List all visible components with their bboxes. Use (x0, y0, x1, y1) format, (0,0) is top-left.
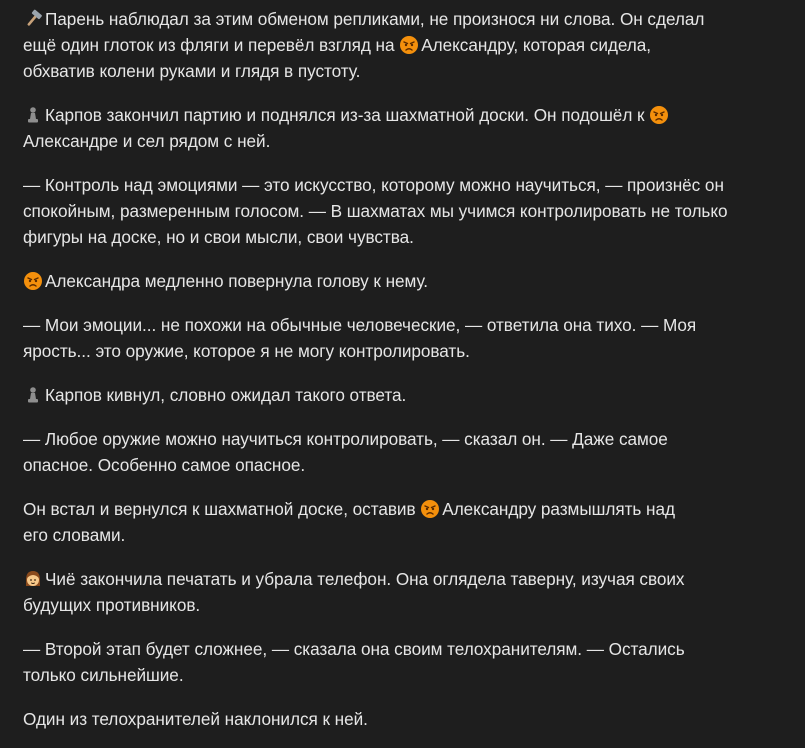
angry-face-icon (399, 35, 419, 55)
paragraph: Чиё закончила печатать и убрала телефон. Она оглядела таверну, изучая своих будущих противников. (23, 569, 685, 615)
paragraph: — Мои эмоции... не похожи на обычные человеческие, — ответила она тихо. — Моя ярость... это оружие, которое я не могу контролировать. (23, 315, 697, 361)
paragraph: Парень наблюдал за этим обменом репликами, не произнося ни слова. Он сделал ещё один глоток из фляги и перевёл взгляд на Александру, которая сидела, обхватив колени руками и глядя в пустоту. (23, 9, 705, 81)
angry-face-icon (649, 105, 669, 125)
angry-face-icon (420, 499, 440, 519)
paragraph: — Второй этап будет сложнее, — сказала она своим телохранителям. — Остались только сильнейшие. (23, 639, 685, 685)
hammer-icon (23, 9, 43, 29)
girl-icon (23, 569, 43, 589)
paragraph: Карпов закончил партию и поднялся из-за шахматной доски. Он подошёл к Александре и сел рядом с ней. (23, 102, 775, 154)
angry-face-icon (23, 271, 43, 291)
chess-pawn-icon (23, 105, 43, 125)
paragraph: Александра медленно повернула голову к нему. (23, 268, 775, 294)
paragraph: Он встал и вернулся к шахматной доске, оставив Александру размышлять над его словами. (23, 499, 675, 545)
paragraph: — Контроль над эмоциями — это искусство, которому можно научиться, — произнёс он спокойным, размеренным голосом. — В шахматах мы учимся контролировать не только фигуры на доске, но и свои мысли, свои чувства. (23, 175, 728, 247)
paragraph: Один из телохранителей наклонился к ней. (23, 709, 368, 729)
paragraph: — Любое оружие можно научиться контролировать, — сказал он. — Даже самое опасное. Особенно самое опасное. (23, 429, 668, 475)
chess-pawn-icon (23, 385, 43, 405)
paragraph: Карпов кивнул, словно ожидал такого ответа. (23, 382, 775, 408)
